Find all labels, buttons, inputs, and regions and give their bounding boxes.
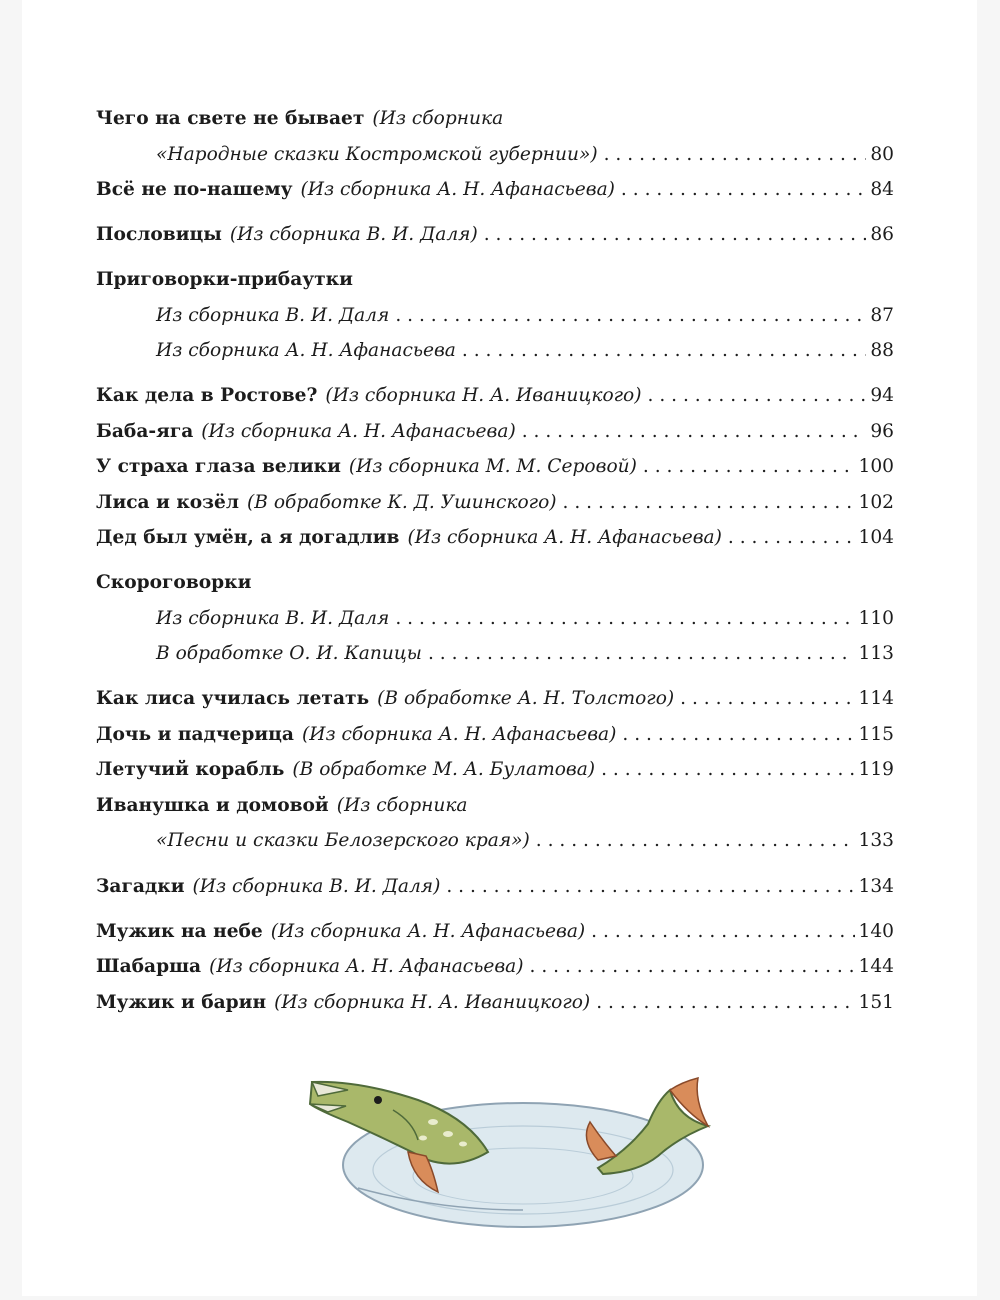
toc-entry-source: (Из сборника А. Н. Афанасьева) xyxy=(201,420,516,442)
toc-subentry-source: В обработке О. И. Капицы xyxy=(156,643,422,665)
dot-leader xyxy=(395,298,866,334)
toc-entry[interactable] xyxy=(96,262,894,369)
toc-entry[interactable] xyxy=(96,752,894,788)
toc-page-number: 94 xyxy=(870,385,894,407)
dot-leader xyxy=(446,869,854,905)
toc-page-number: 86 xyxy=(870,224,894,246)
toc-subentry[interactable] xyxy=(96,333,894,369)
toc-subentry-source: Из сборника В. И. Даля xyxy=(156,607,390,629)
toc-entry-source-cont: «Песни и сказки Белозерского края») xyxy=(156,830,530,852)
toc-entry-title: Скороговорки xyxy=(96,572,252,594)
table-of-contents xyxy=(96,101,894,1020)
toc-entry-title: Дед был умён, а я догадлив xyxy=(96,527,400,549)
toc-entry-source: (Из сборника А. Н. Афанасьева) xyxy=(300,179,615,200)
dot-leader xyxy=(522,414,867,450)
toc-entry-source: (В обработке А. Н. Толстого) xyxy=(377,688,675,710)
dot-leader xyxy=(395,601,854,637)
toc-page-number: 144 xyxy=(858,956,894,978)
toc-page-number: 151 xyxy=(858,991,894,1013)
toc-entry-title: Как лиса училась летать xyxy=(96,688,370,710)
dot-leader xyxy=(596,985,854,1021)
dot-leader xyxy=(484,217,867,253)
toc-entry-source: (Из сборника А. Н. Афанасьева) xyxy=(407,527,722,549)
toc-entry[interactable] xyxy=(96,414,894,450)
toc-entry-title: Баба-яга xyxy=(96,420,194,442)
toc-entry-source: (Из сборника Н. А. Иваницкого) xyxy=(325,385,642,407)
toc-entry[interactable] xyxy=(96,449,894,485)
toc-entry-title: Иванушка и домовой xyxy=(96,794,329,816)
dot-leader xyxy=(728,520,855,556)
dot-leader xyxy=(530,949,855,985)
toc-page-number: 88 xyxy=(870,340,894,362)
dot-leader xyxy=(601,752,854,788)
toc-entry-title: Летучий корабль xyxy=(96,759,285,781)
toc-subentry-source: Из сборника В. И. Даля xyxy=(156,304,390,326)
toc-entry-source: (Из сборника В. И. Даля) xyxy=(229,224,478,246)
toc-page-number: 87 xyxy=(870,304,894,326)
toc-page-number: 96 xyxy=(870,420,894,442)
dot-leader xyxy=(604,137,867,173)
toc-page-number: 115 xyxy=(858,723,894,745)
toc-page-number: 119 xyxy=(858,759,894,781)
toc-entry-source: (Из сборника А. Н. Афанасьева) xyxy=(301,723,617,745)
toc-entry[interactable] xyxy=(96,869,894,905)
dot-leader xyxy=(536,823,855,859)
toc-page-number: 134 xyxy=(858,875,894,897)
dot-leader xyxy=(643,449,855,485)
dot-leader xyxy=(622,717,854,753)
toc-subentry-source: Из сборника А. Н. Афанасьева xyxy=(156,340,456,362)
toc-page-number: 133 xyxy=(858,830,894,852)
toc-page-number: 84 xyxy=(870,179,894,200)
toc-entry[interactable] xyxy=(96,378,894,414)
toc-entry[interactable] xyxy=(96,217,894,253)
toc-entry-title: Лиса и козёл xyxy=(96,491,239,513)
dot-leader xyxy=(680,681,854,717)
dot-leader xyxy=(563,485,855,521)
toc-entry-title: Загадки xyxy=(96,875,185,897)
dot-leader xyxy=(428,636,855,672)
toc-entry-source: (Из сборника М. М. Серовой) xyxy=(348,456,637,478)
toc-entry-source: (Из сборника А. Н. Афанасьева) xyxy=(270,920,586,942)
toc-entry-title: Всё не по-нашему xyxy=(96,179,293,200)
toc-page-number: 80 xyxy=(870,143,894,165)
toc-entry[interactable] xyxy=(96,914,894,950)
toc-entry-title: Чего на свете не бывает xyxy=(96,108,365,129)
toc-entry-source: (Из сборника xyxy=(372,108,504,129)
toc-entry-title: У страха глаза велики xyxy=(96,456,341,478)
toc-entry-source-cont: «Народные сказки Костромской губернии») xyxy=(156,143,598,165)
toc-entry-source: (Из сборника А. Н. Афанасьева) xyxy=(209,956,524,978)
toc-entry-source: (Из сборника Н. А. Иваницкого) xyxy=(274,991,591,1013)
dot-leader xyxy=(621,172,866,208)
toc-entry-title: Мужик и барин xyxy=(96,991,267,1013)
dot-leader xyxy=(591,914,854,950)
book-page xyxy=(22,0,977,1296)
toc-page-number: 100 xyxy=(858,456,894,478)
pike-in-ice-hole-icon xyxy=(298,1060,728,1230)
toc-entry-title: Мужик на небе xyxy=(96,920,263,942)
toc-entry[interactable] xyxy=(96,101,894,172)
toc-entry[interactable] xyxy=(96,172,894,208)
dot-leader xyxy=(462,333,866,369)
toc-page-number: 102 xyxy=(858,491,894,513)
toc-page-number: 113 xyxy=(858,643,894,665)
toc-entry-source: (Из сборника xyxy=(336,794,468,816)
toc-page-number: 110 xyxy=(858,607,894,629)
toc-page-number: 114 xyxy=(858,688,894,710)
toc-entry-title: Приговорки-прибаутки xyxy=(96,269,353,291)
toc-entry[interactable] xyxy=(96,681,894,717)
toc-entry[interactable] xyxy=(96,949,894,985)
toc-subentry[interactable] xyxy=(96,298,894,334)
toc-subentry[interactable] xyxy=(96,636,894,672)
toc-entry[interactable] xyxy=(96,485,894,521)
toc-entry[interactable] xyxy=(96,565,894,672)
toc-entry-source: (В обработке К. Д. Ушинского) xyxy=(246,491,557,513)
toc-entry-title: Шабарша xyxy=(96,956,202,978)
toc-entry-title: Как дела в Ростове? xyxy=(96,385,318,407)
toc-page-number: 140 xyxy=(858,920,894,942)
toc-entry[interactable] xyxy=(96,985,894,1021)
toc-entry-title: Пословицы xyxy=(96,224,222,246)
toc-subentry[interactable] xyxy=(96,601,894,637)
dot-leader xyxy=(648,378,867,414)
toc-entry[interactable] xyxy=(96,788,894,859)
toc-entry-source: (Из сборника В. И. Даля) xyxy=(192,875,441,897)
toc-page-number: 104 xyxy=(858,527,894,549)
toc-entry[interactable] xyxy=(96,717,894,753)
toc-entry-source: (В обработке М. А. Булатова) xyxy=(292,759,596,781)
toc-entry[interactable] xyxy=(96,520,894,556)
toc-entry-title: Дочь и падчерица xyxy=(96,723,294,745)
